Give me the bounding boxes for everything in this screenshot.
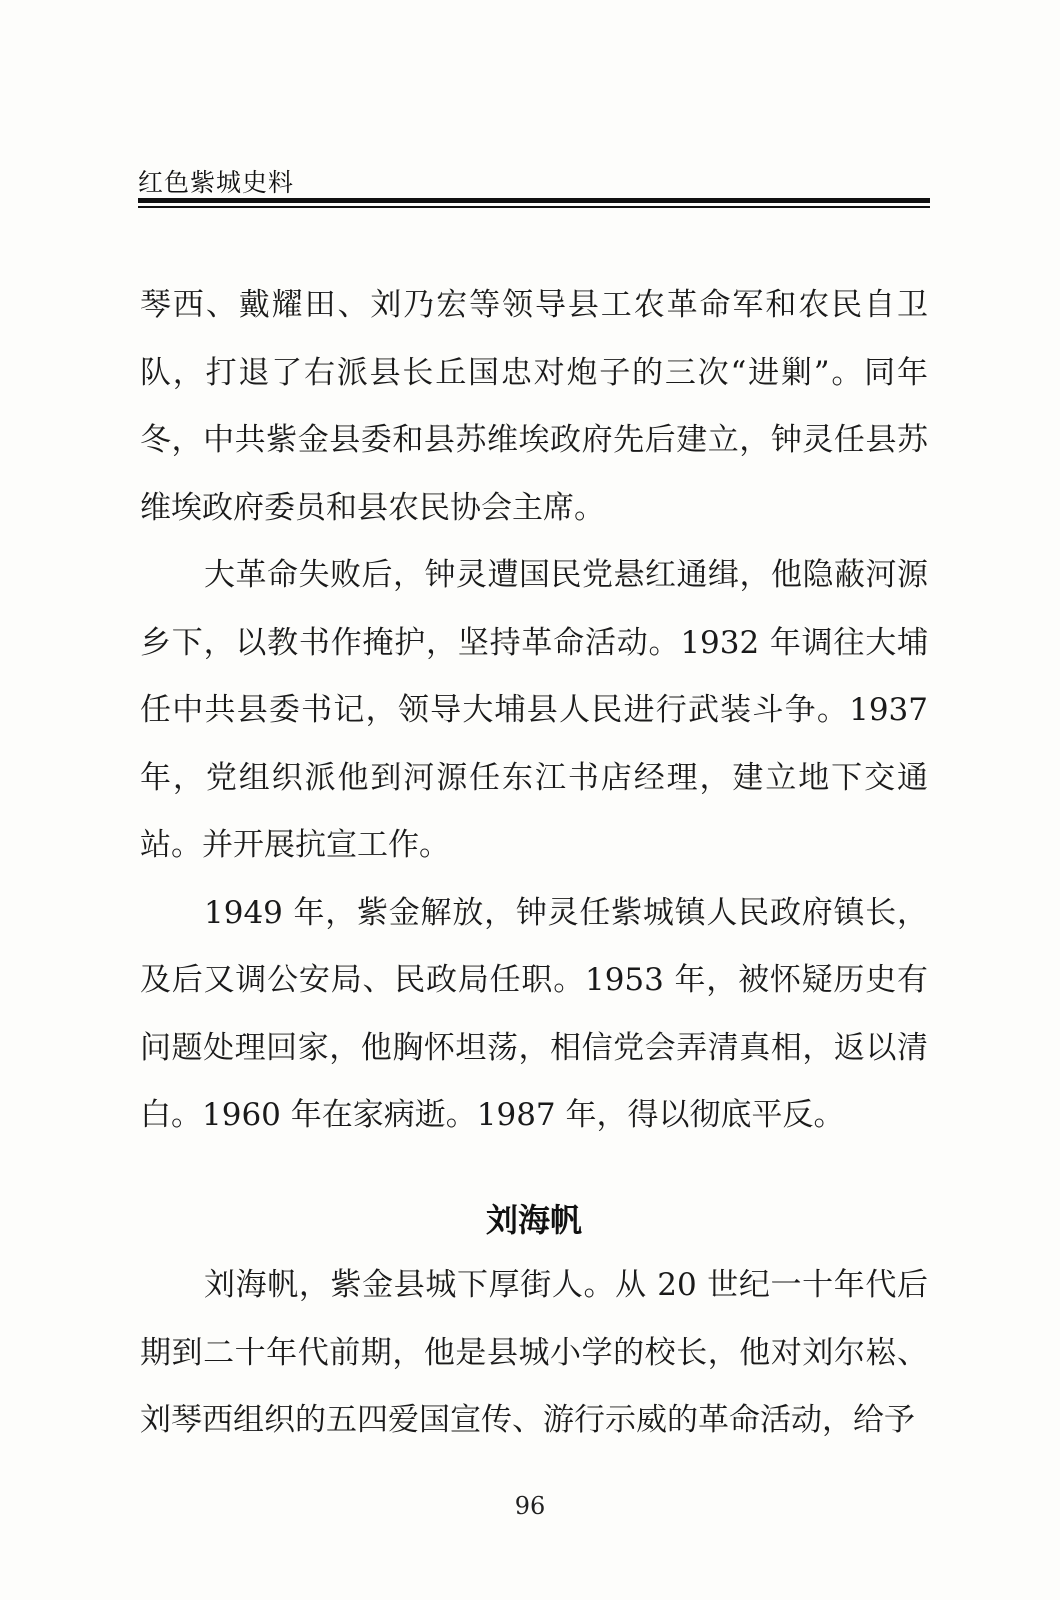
running-header-title: 红色紫城史料: [138, 168, 295, 197]
header-rule-thick: [138, 198, 930, 203]
section-body: [140, 1252, 928, 1455]
paragraph-continuation: 琴西、戴耀田、刘乃宏等领导县工农革命军和农民自卫队，打退了右派县长丘国忠对炮子的三次“进剿”。同年冬，中共紫金县委和县苏维埃政府先后建立，钟灵任县苏维埃政府委员和县农民协会主席。: [140, 287, 928, 526]
body-text: [140, 272, 928, 1150]
section-heading: 刘海帆: [485, 1201, 582, 1239]
paragraph: 1949 年，紫金解放，钟灵任紫城镇人民政府镇长，及后又调公安局、民政局任职。1953 年，被怀疑历史有问题处理回家，他胸怀坦荡，相信党会弄清真相，返以清白。1960 年在家病逝。1987 年，得以彻底平反。: [140, 894, 928, 1133]
running-header: [138, 168, 930, 208]
paragraph: 大革命失败后，钟灵遭国民党悬红通缉，他隐蔽河源乡下，以教书作掩护，坚持革命活动。1932 年调往大埔任中共县委书记，领导大埔县人民进行武装斗争。1937 年，党组织派他到河源任东江书店经理，建立地下交通站。并开展抗宣工作。: [140, 557, 928, 863]
header-rule-thin: [138, 206, 930, 208]
page-number: 96: [514, 1492, 546, 1520]
paragraph: 刘海帆，紫金县城下厚街人。从 20 世纪一十年代后期到二十年代前期，他是县城小学的校长，他对刘尔崧、刘琴西组织的五四爱国宣传、游行示威的革命活动，给予: [140, 1267, 928, 1438]
